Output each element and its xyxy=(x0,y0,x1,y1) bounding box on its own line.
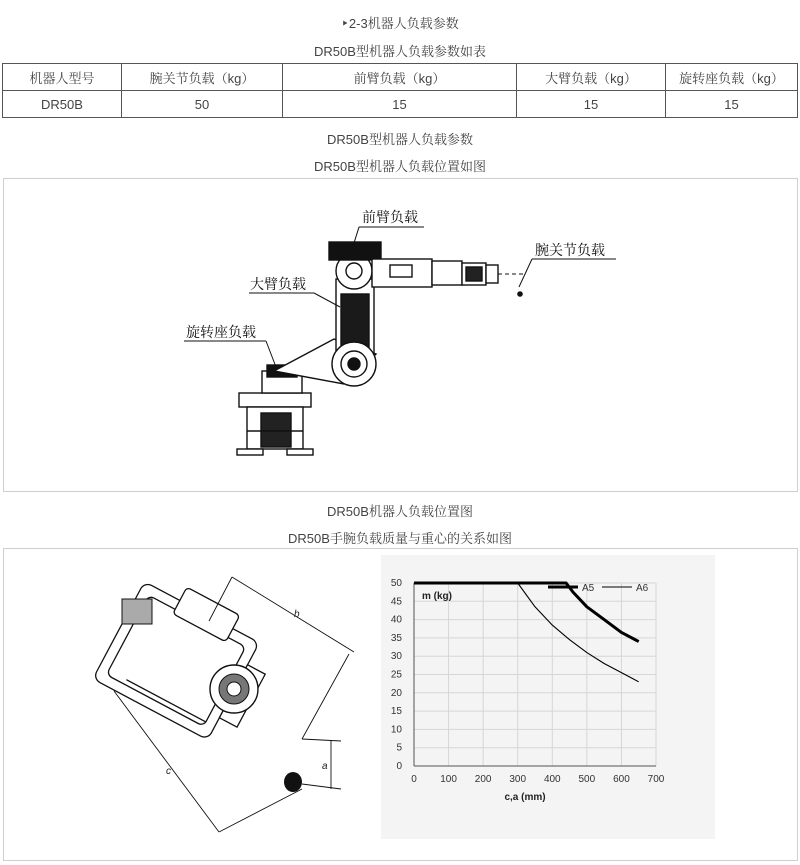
dim-label-a: a xyxy=(322,761,328,772)
chart-caption: DR50B手腕负载质量与重心的关系如图 xyxy=(288,531,512,546)
y-axis-label: m (kg) xyxy=(422,591,452,602)
load-spec-table xyxy=(2,63,798,118)
x-tick-label: 500 xyxy=(578,774,596,785)
x-tick-label: 200 xyxy=(474,774,492,785)
table-header-cell: 大臂负载（kg） xyxy=(517,64,666,91)
x-tick-label: 600 xyxy=(613,774,630,785)
diagram-note: DR50B机器人负载位置图 xyxy=(327,504,473,519)
table-header-cell: 旋转座负载（kg） xyxy=(666,64,798,91)
table-cell: 15 xyxy=(283,91,517,118)
wrist-chart-panel xyxy=(3,548,798,861)
legend-label-a6: A6 xyxy=(636,583,649,594)
label-big-arm-load: 大臂负载 xyxy=(250,277,306,293)
table-cell: 15 xyxy=(517,91,666,118)
y-tick-label: 40 xyxy=(390,614,402,626)
y-tick-label: 20 xyxy=(390,687,402,699)
section-heading: ‣2-3机器人负载参数 xyxy=(341,16,459,31)
y-tick-label: 10 xyxy=(390,724,402,736)
x-tick-label: 700 xyxy=(647,774,665,785)
x-axis-label: c,a (mm) xyxy=(504,792,546,803)
robot-arm-diagram xyxy=(4,179,797,491)
table-header-cell: 机器人型号 xyxy=(3,64,122,91)
y-tick-label: 15 xyxy=(390,706,402,718)
table-header-row xyxy=(3,64,798,91)
table-row xyxy=(3,91,798,118)
x-tick-label: 0 xyxy=(411,774,417,785)
table-cell: 15 xyxy=(666,91,798,118)
y-tick-label: 5 xyxy=(396,742,402,754)
legend-label-a5: A5 xyxy=(582,583,595,594)
table-cell: 50 xyxy=(122,91,283,118)
wrist-load-point xyxy=(517,291,523,297)
wrist-drawing xyxy=(93,568,354,832)
y-tick-label: 45 xyxy=(390,596,402,608)
x-tick-label: 400 xyxy=(543,774,561,785)
y-tick-label: 25 xyxy=(390,669,402,681)
wrist-load-figure xyxy=(4,549,797,860)
y-tick-label: 50 xyxy=(390,578,402,589)
label-base-load: 旋转座负载 xyxy=(186,325,256,341)
y-tick-label: 0 xyxy=(396,761,402,772)
diagram-caption: DR50B型机器人负载位置如图 xyxy=(314,159,486,174)
table-header-cell: 腕关节负载（kg） xyxy=(122,64,283,91)
x-tick-label: 300 xyxy=(509,774,527,785)
label-wrist-load: 腕关节负载 xyxy=(535,243,605,259)
y-tick-label: 35 xyxy=(390,632,402,644)
x-tick-label: 100 xyxy=(440,774,457,785)
y-tick-label: 30 xyxy=(390,651,402,663)
table-cell: DR50B xyxy=(3,91,122,118)
table-header-cell: 前臂负载（kg） xyxy=(283,64,517,91)
robot-diagram-panel xyxy=(3,178,798,492)
table-note: DR50B型机器人负载参数 xyxy=(327,132,473,147)
dim-label-b: b xyxy=(294,609,300,620)
dim-label-c: c xyxy=(166,766,171,777)
label-forearm-load: 前臂负载 xyxy=(362,210,418,226)
table-caption: DR50B型机器人负载参数如表 xyxy=(314,44,486,59)
